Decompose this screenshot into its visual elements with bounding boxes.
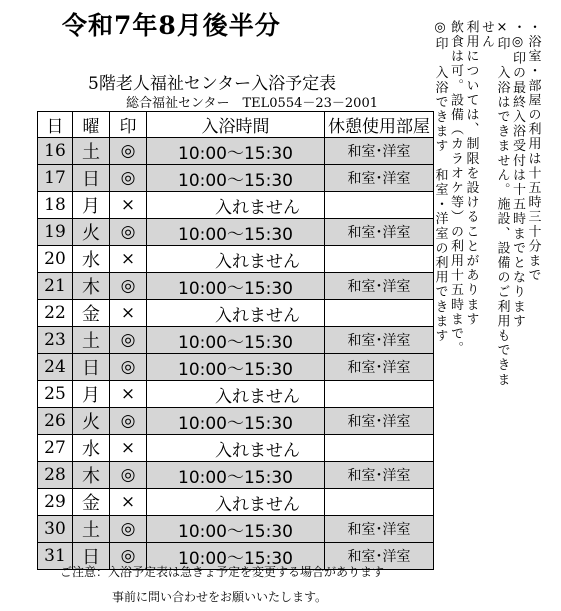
cell-bath-time: 10:00～15:30 [147,516,325,543]
col-header-bath-time: 入浴時間 [147,112,325,138]
table-row [38,192,434,219]
cell-rest-rooms: 和室･洋室 [325,516,434,543]
cell-bath-time: 10:00～15:30 [147,165,325,192]
cell-rest-rooms [325,381,434,408]
table-row [38,138,434,165]
table-row [38,489,434,516]
cell-day: 27 [38,435,73,462]
cell-day: 18 [38,192,73,219]
cell-mark: ◎ [110,408,147,435]
cell-mark: ◎ [110,138,147,165]
cell-weekday: 土 [73,138,110,165]
cell-mark: ◎ [110,462,147,489]
cell-weekday: 金 [73,300,110,327]
caution-line-2: 事前に問い合わせをお願いいたします。 [112,590,328,604]
cell-mark: ◎ [110,543,147,570]
cell-day: 19 [38,219,73,246]
cell-rest-rooms [325,192,434,219]
cell-mark: ◎ [110,327,147,354]
cell-rest-rooms [325,489,434,516]
cell-bath-time: 10:00～15:30 [147,462,325,489]
table-row [38,516,434,543]
table-row [38,273,434,300]
table-row [38,435,434,462]
cell-mark: ◎ [110,354,147,381]
cell-mark: ◎ [110,273,147,300]
cell-rest-rooms: 和室･洋室 [325,408,434,435]
cell-rest-rooms: 和室･洋室 [325,138,434,165]
table-header-row [38,112,434,138]
note-usage-hours: ・浴室・部屋の利用は十五時三十分まで [525,20,541,283]
cell-mark: ◎ [110,219,147,246]
notes-vertical [432,20,541,400]
cell-weekday: 月 [73,381,110,408]
note-food-karaoke: 飲食は可。設備（カラオケ等）の利用十五時まで。 [448,20,463,356]
cell-weekday: 木 [73,273,110,300]
col-header-mark: 印 [110,112,147,138]
cell-rest-rooms: 和室･洋室 [325,543,434,570]
cell-mark: ◎ [110,165,147,192]
cell-weekday: 水 [73,435,110,462]
cell-day: 21 [38,273,73,300]
cell-day: 26 [38,408,73,435]
cell-bath-time: 入れません [147,300,325,327]
cell-bath-time: 入れません [147,381,325,408]
bath-schedule-table [37,111,434,570]
cell-day: 20 [38,246,73,273]
table-row [38,381,434,408]
cell-day: 29 [38,489,73,516]
cell-rest-rooms: 和室･洋室 [325,219,434,246]
note-last-entry: ・◎印の最終入浴受付は十五時までとなります [510,20,525,329]
cell-rest-rooms: 和室･洋室 [325,462,434,489]
cell-weekday: 土 [73,516,110,543]
col-header-rest-rooms: 休憩使用部屋 [325,112,434,138]
cell-weekday: 木 [73,462,110,489]
cell-mark: × [110,192,147,219]
note-closed-mark: ×印 入浴はできません。施設、設備のご利用もできません [479,20,510,387]
cell-bath-time: 10:00～15:30 [147,408,325,435]
cell-mark: × [110,381,147,408]
table-row [38,327,434,354]
cell-weekday: 火 [73,219,110,246]
cell-bath-time: 10:00～15:30 [147,219,325,246]
cell-mark: × [110,489,147,516]
cell-weekday: 火 [73,408,110,435]
table-body [38,138,434,570]
table-row [38,462,434,489]
cell-mark: × [110,435,147,462]
cell-bath-time: 10:00～15:30 [147,543,325,570]
table-row [38,300,434,327]
cell-day: 16 [38,138,73,165]
cell-weekday: 日 [73,165,110,192]
cell-day: 22 [38,300,73,327]
cell-rest-rooms [325,246,434,273]
note-open-mark: ◎印 入浴できます 和室・洋室の利用できます [432,20,448,344]
page-title: 令和7年8月後半分 [62,11,281,40]
col-header-weekday: 曜 [73,112,110,138]
cell-day: 17 [38,165,73,192]
cell-rest-rooms: 和室･洋室 [325,273,434,300]
cell-mark: × [110,300,147,327]
cell-bath-time: 入れません [147,435,325,462]
cell-day: 25 [38,381,73,408]
cell-day: 30 [38,516,73,543]
cell-day: 24 [38,354,73,381]
cell-day: 28 [38,462,73,489]
table-row [38,219,434,246]
cell-weekday: 日 [73,543,110,570]
cell-rest-rooms: 和室･洋室 [325,165,434,192]
cell-weekday: 日 [73,354,110,381]
cell-rest-rooms: 和室･洋室 [325,327,434,354]
cell-mark: × [110,246,147,273]
cell-bath-time: 入れません [147,192,325,219]
cell-weekday: 月 [73,192,110,219]
schedule-title: 5階老人福祉センター入浴予定表 [88,74,337,94]
table-row [38,246,434,273]
table-row [38,408,434,435]
cell-bath-time: 10:00～15:30 [147,138,325,165]
cell-mark: ◎ [110,516,147,543]
cell-rest-rooms [325,300,434,327]
cell-bath-time: 入れません [147,246,325,273]
cell-weekday: 水 [73,246,110,273]
cell-weekday: 金 [73,489,110,516]
cell-bath-time: 10:00～15:30 [147,354,325,381]
cell-bath-time: 10:00～15:30 [147,273,325,300]
col-header-day: 日 [38,112,73,138]
cell-bath-time: 入れません [147,489,325,516]
cell-rest-rooms: 和室･洋室 [325,354,434,381]
facility-contact: 総合福祉センター TEL0554－23－2001 [126,96,378,111]
cell-day: 31 [38,543,73,570]
note-restrictions: 利用については、制限を設けることがあります [463,20,479,327]
cell-weekday: 土 [73,327,110,354]
caution-line-1: ご注意：入浴予定表は急きょ予定を変更する場合があります [60,565,385,579]
table-row [38,354,434,381]
table-row [38,165,434,192]
cell-day: 23 [38,327,73,354]
cell-rest-rooms [325,435,434,462]
cell-bath-time: 10:00～15:30 [147,327,325,354]
